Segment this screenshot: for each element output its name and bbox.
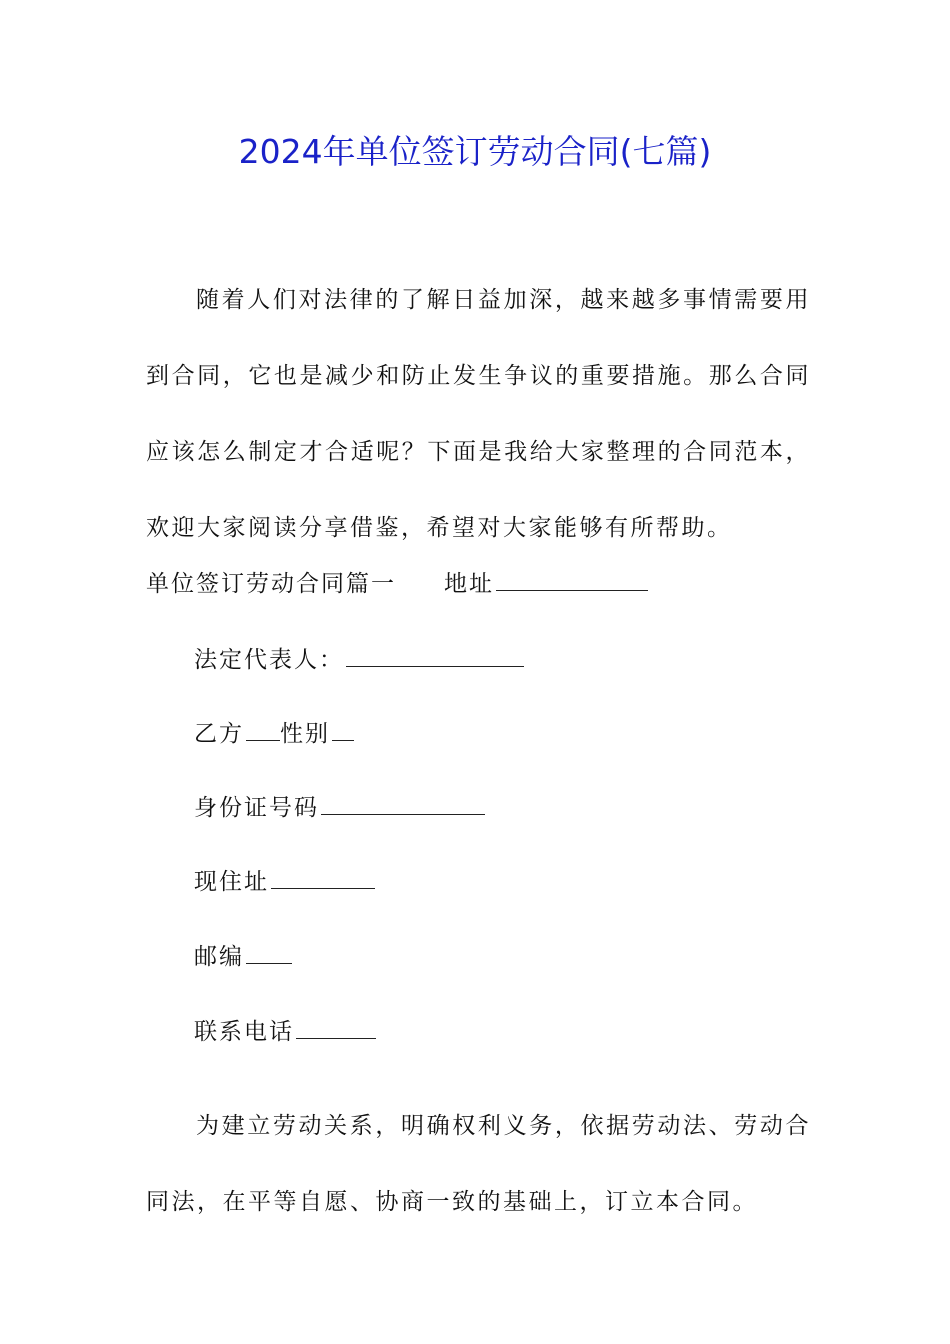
legal-rep-blank bbox=[346, 644, 524, 667]
section-heading: 单位签订劳动合同篇一 bbox=[146, 571, 396, 597]
phone-blank bbox=[296, 1016, 376, 1039]
party-b-blank bbox=[246, 718, 280, 741]
party-b-line bbox=[194, 714, 354, 754]
current-address-blank bbox=[271, 866, 375, 889]
postcode-line bbox=[194, 937, 292, 977]
party-b-label: 乙方 bbox=[194, 721, 244, 747]
current-address-label: 现住址 bbox=[194, 869, 269, 895]
gender-blank bbox=[332, 718, 354, 741]
current-address-line bbox=[194, 862, 375, 902]
postcode-label: 邮编 bbox=[194, 944, 244, 970]
id-line bbox=[194, 788, 485, 828]
address-blank bbox=[496, 568, 648, 591]
gender-label: 性别 bbox=[280, 721, 330, 747]
phone-line bbox=[194, 1012, 376, 1052]
postcode-blank bbox=[246, 941, 292, 964]
intro-paragraph: 随着人们对法律的了解日益加深，越来越多事情需要用到合同，它也是减少和防止发生争议的重要措施。那么合同应该怎么制定才合适呢？下面是我给大家整理的合同范本，欢迎大家阅读分享借鉴，希望对大家能够有所帮助。 bbox=[146, 287, 811, 541]
id-label: 身份证号码 bbox=[194, 795, 319, 821]
legal-rep-label: 法定代表人： bbox=[194, 647, 344, 673]
id-blank bbox=[321, 792, 485, 815]
legal-rep-line bbox=[194, 640, 524, 680]
address-label: 地址 bbox=[444, 571, 494, 597]
document-title: 2024年单位签订劳动合同(七篇) bbox=[238, 132, 712, 171]
phone-label: 联系电话 bbox=[194, 1019, 294, 1045]
basis-paragraph: 为建立劳动关系，明确权利义务，依据劳动法、劳动合同法，在平等自愿、协商一致的基础上，订立本合同。 bbox=[146, 1113, 811, 1215]
section-heading-line bbox=[146, 564, 648, 604]
